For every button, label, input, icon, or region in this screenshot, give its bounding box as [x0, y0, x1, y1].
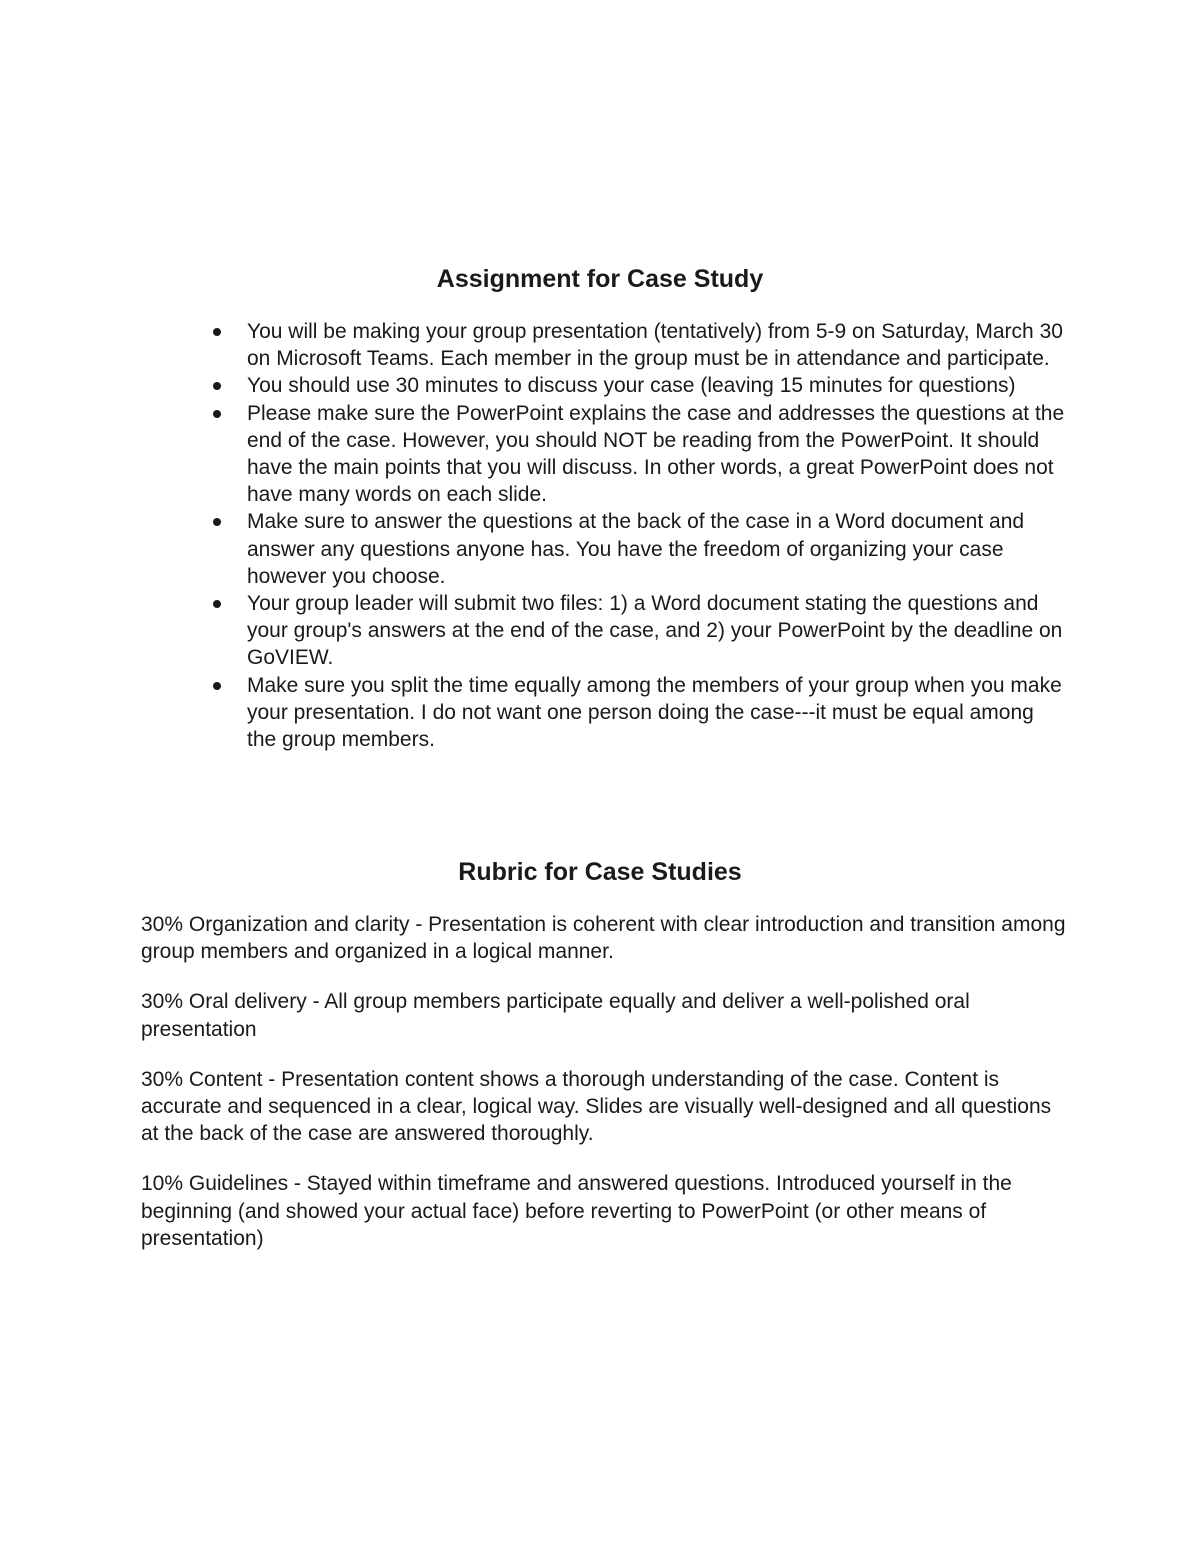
list-item: [247, 672, 1067, 754]
bullet-dot-icon: [213, 328, 221, 336]
rubric-item-content: 30% Content - Presentation content shows a thorough understanding of the case. Content is accurate and sequenced in a clear, logical way. Slides are visually well-designed and all questions at the back of the case are answered thoroughly.: [141, 1067, 1052, 1146]
assignment-bullet-list: [247, 318, 1067, 753]
bullet-text: You should use 30 minutes to discuss your case (leaving 15 minutes for questions): [247, 374, 1016, 398]
list-item: [247, 508, 1067, 590]
list-item: [247, 372, 1067, 399]
bullet-dot-icon: [213, 682, 221, 690]
list-item: [247, 590, 1067, 672]
list-item: [247, 400, 1067, 509]
bullet-text: You will be making your group presentation (tentatively) from 5-9 on Saturday, March 30 on Microsoft Teams. Each member in the group must be in attendance and participate.: [247, 320, 1063, 371]
rubric-item-organization: 30% Organization and clarity - Presentation is coherent with clear introduction and transition among group members and organized in a logical manner.: [141, 913, 1066, 964]
list-item: [247, 318, 1067, 372]
rubric-item-guidelines: 10% Guidelines - Stayed within timeframe and answered questions. Introduced yourself in the beginning (and showed your actual face) before reverting to PowerPoint (or other means of presentation): [141, 1172, 1012, 1250]
bullet-dot-icon: [213, 382, 221, 390]
assignment-title: Assignment for Case Study: [436, 265, 764, 293]
bullet-dot-icon: [213, 600, 221, 608]
rubric-item-oral-delivery: 30% Oral delivery - All group members participate equally and deliver a well-polished oral presentation: [141, 990, 970, 1041]
bullet-text: Please make sure the PowerPoint explains the case and addresses the questions at the end of the case. However, you should NOT be reading from the PowerPoint. It should have the main points that you will discuss. In other words, a great PowerPoint does not have many words on each slide.: [247, 401, 1065, 507]
bullet-text: Your group leader will submit two files: 1) a Word document stating the questions and your group's answers at the end of the case, and 2) your PowerPoint by the deadline on GoVIEW.: [247, 592, 1063, 670]
bullet-text: Make sure you split the time equally among the members of your group when you make your presentation. I do not want one person doing the case---it must be equal among the group members.: [247, 673, 1062, 752]
bullet-text: Make sure to answer the questions at the back of the case in a Word document and answer any questions anyone has. You have the freedom of organizing your case however you choose.: [247, 510, 1025, 588]
rubric-title: Rubric for Case Studies: [458, 858, 742, 886]
bullet-dot-icon: [213, 410, 221, 418]
bullet-dot-icon: [213, 518, 221, 526]
rubric-criteria: [141, 911, 1071, 1275]
